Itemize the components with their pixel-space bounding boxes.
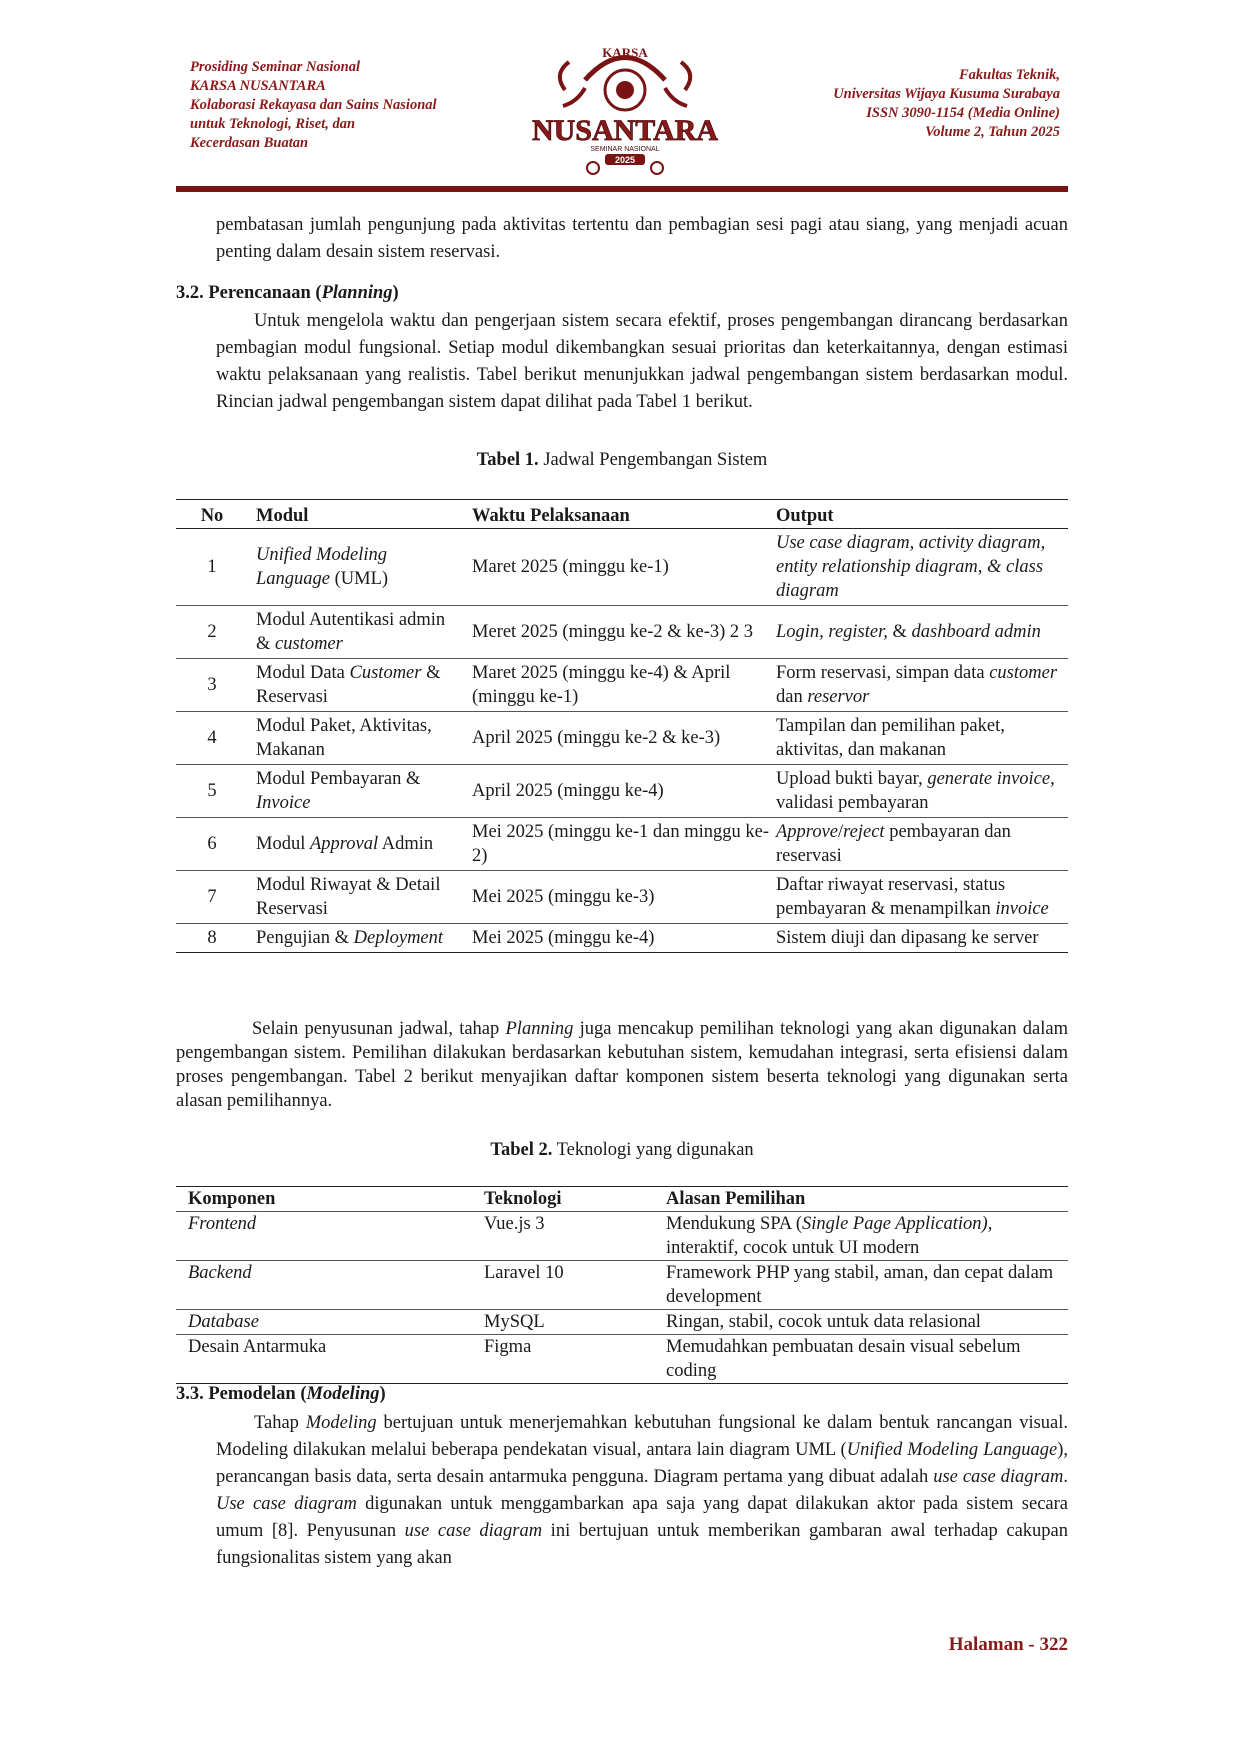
cell-komponen xyxy=(176,1261,472,1310)
cell-output xyxy=(770,818,1068,871)
cell-waktu: April 2025 (minggu ke-2 & ke-3) xyxy=(464,712,770,765)
cell-output xyxy=(770,606,1068,659)
cell-waktu: Mei 2025 (minggu ke-1 dan minggu ke-2) xyxy=(464,818,770,871)
paragraph-modeling xyxy=(216,1410,1068,1572)
text-run: Tahap xyxy=(254,1413,306,1433)
text-run: Form reservasi, simpan data xyxy=(776,663,990,683)
col-header-modul: Modul xyxy=(248,500,464,529)
cell-teknologi: Vue.js 3 xyxy=(472,1212,654,1261)
text-run: ), perancangan basis data, serta desain antarmuka pengguna. Diagram pertama yang dibuat adalah xyxy=(216,1440,1068,1487)
cell-alasan xyxy=(654,1335,1068,1384)
italic-text: Unified Modeling Language xyxy=(846,1440,1058,1460)
text-run: ini bertujuan untuk memberikan gambaran awal terhadap cakupan fungsionalitas sistem yang akan xyxy=(216,1521,1069,1568)
header-left xyxy=(190,58,520,153)
cell-komponen xyxy=(176,1335,472,1384)
text-run: juga mencakup pemilihan teknologi yang akan digunakan dalam pengembangan sistem. Pemilihan dilakukan berdasarkan kebutuhan sistem, kemudahan integrasi, serta efisiensi dalam proses pengembangan. Tabel 2 berikut menyajikan daftar komponen sistem beserta teknologi yang digunakan serta alasan pemilihannya. xyxy=(176,1019,1068,1111)
text-run: Selain penyusunan jadwal, tahap xyxy=(252,1019,506,1039)
logo-main-text: NUSANTARA xyxy=(531,114,719,147)
text-run: Ringan, stabil, cocok untuk data relasional xyxy=(666,1312,981,1332)
cell-alasan xyxy=(654,1261,1068,1310)
cell-modul xyxy=(248,871,464,924)
header-right-line: ISSN 3090-1154 (Media Online) xyxy=(866,105,1060,121)
section-italic: Planning xyxy=(321,283,393,303)
table-row xyxy=(176,1212,1068,1261)
text-run: digunakan untuk menggambarkan apa saja yang dapat dilakukan aktor pada sistem secara umum [8]. Penyusunan xyxy=(216,1494,1068,1541)
header-left-line: Kolaborasi Rekayasa dan Sains Nasional xyxy=(190,97,437,113)
text-run: Framework PHP yang stabil, aman, dan cepat dalam development xyxy=(666,1263,1054,1307)
header-left-line: untuk Teknologi, Riset, dan xyxy=(190,116,356,132)
italic-text: Invoice xyxy=(256,793,311,813)
text-run: Modul Riwayat & Detail Reservasi xyxy=(256,875,441,919)
cell-teknologi: Figma xyxy=(472,1335,654,1384)
col-header-output: Output xyxy=(770,500,1068,529)
table-header-row xyxy=(176,1187,1068,1212)
italic-text: Backend xyxy=(188,1263,252,1283)
table-row xyxy=(176,1310,1068,1335)
italic-text: invoice xyxy=(995,899,1049,919)
cell-output xyxy=(770,712,1068,765)
text-run: , validasi pembayaran xyxy=(776,769,1055,813)
cell-teknologi: Laravel 10 xyxy=(472,1261,654,1310)
italic-text: Frontend xyxy=(188,1214,257,1234)
cell-waktu: Maret 2025 (minggu ke-1) xyxy=(464,529,770,606)
cell-output xyxy=(770,924,1068,953)
text-run: Daftar riwayat reservasi, status pembayaran & menampilkan xyxy=(776,875,1006,919)
text-run: Modul Data xyxy=(256,663,350,683)
text-run: Memudahkan pembuatan desain visual sebelum coding xyxy=(666,1337,1021,1381)
section-close: ) xyxy=(392,283,399,303)
cell-teknologi: MySQL xyxy=(472,1310,654,1335)
section-number: 3.2. Perencanaan ( xyxy=(176,283,322,303)
cell-alasan xyxy=(654,1212,1068,1261)
italic-text: Use case diagram, activity diagram, entity relationship diagram, & class diagram xyxy=(776,533,1046,601)
italic-text: reservor xyxy=(807,687,870,707)
header-right-line: Universitas Wijaya Kusuma Surabaya xyxy=(833,86,1060,102)
section-close: ) xyxy=(379,1384,386,1404)
col-header-alasan: Alasan Pemilihan xyxy=(654,1187,1068,1212)
col-header-komponen: Komponen xyxy=(176,1187,472,1212)
table-row xyxy=(176,529,1068,606)
cell-no: 2 xyxy=(176,606,248,659)
header-right-line: Fakultas Teknik, xyxy=(959,67,1060,83)
text-run: Modul xyxy=(256,834,310,854)
col-header-teknologi: Teknologi xyxy=(472,1187,654,1212)
italic-text: generate invoice xyxy=(927,769,1051,789)
text-run: (UML) xyxy=(330,569,389,589)
table1-caption-label: Tabel 1. xyxy=(476,450,539,470)
schedule-table xyxy=(176,499,1068,953)
table-row xyxy=(176,1261,1068,1310)
table1-caption xyxy=(176,450,1068,471)
text-run: Admin xyxy=(378,834,434,854)
italic-text: Modeling xyxy=(305,1413,377,1433)
table1-caption-text: Jadwal Pengembangan Sistem xyxy=(538,450,768,470)
text-run: Sistem diuji dan dipasang ke server xyxy=(776,928,1039,948)
italic-text: Login, register, xyxy=(776,622,893,642)
italic-text: Single Page Application) xyxy=(802,1214,988,1234)
text-run: , interaktif, cocok untuk UI modern xyxy=(666,1214,993,1258)
cell-no: 3 xyxy=(176,659,248,712)
col-header-no: No xyxy=(176,500,248,529)
cell-waktu: Mei 2025 (minggu ke-3) xyxy=(464,871,770,924)
italic-text: reject xyxy=(843,822,885,842)
text-run: / xyxy=(838,822,844,842)
table-row xyxy=(176,659,1068,712)
header-divider xyxy=(176,186,1068,192)
section-number: 3.3. Pemodelan ( xyxy=(176,1384,307,1404)
text-run: Modul Pembayaran & xyxy=(256,769,421,789)
header-left-line: Prosiding Seminar Nasional xyxy=(190,59,361,75)
text-run: & xyxy=(892,622,912,642)
cell-no: 4 xyxy=(176,712,248,765)
table2-caption-text: Teknologi yang digunakan xyxy=(552,1140,754,1160)
cell-modul xyxy=(248,712,464,765)
paragraph-technology xyxy=(176,1017,1068,1113)
cell-output xyxy=(770,529,1068,606)
cell-no: 8 xyxy=(176,924,248,953)
paragraph-planning: Untuk mengelola waktu dan pengerjaan sistem secara efektif, proses pengembangan dirancang berdasarkan pembagian modul fungsional. Setiap modul dikembangkan sesuai prioritas dan keterkaitannya, dengan estimasi waktu pelaksanaan yang realistis. Tabel berikut menunjukkan jadwal pengembangan sistem berdasarkan modul. Rincian jadwal pengembangan sistem dapat dilihat pada Tabel 1 berikut. xyxy=(216,311,1068,412)
table2-caption-label: Tabel 2. xyxy=(490,1140,553,1160)
text-run: Desain Antarmuka xyxy=(188,1337,327,1357)
page-number: Halaman - 322 xyxy=(948,1634,1068,1655)
cell-output xyxy=(770,765,1068,818)
italic-text: Deployment xyxy=(353,928,444,948)
cell-waktu: Mei 2025 (minggu ke-4) xyxy=(464,924,770,953)
cell-modul xyxy=(248,818,464,871)
logo-year: 2025 xyxy=(614,155,636,165)
italic-text: Approval xyxy=(309,834,379,854)
text-run: Mendukung SPA ( xyxy=(666,1214,803,1234)
cell-output xyxy=(770,871,1068,924)
cell-no: 6 xyxy=(176,818,248,871)
header-right-line: Volume 2, Tahun 2025 xyxy=(925,124,1060,140)
cell-waktu: Maret 2025 (minggu ke-4) & April (minggu ke-1) xyxy=(464,659,770,712)
table-row xyxy=(176,818,1068,871)
text-run: Pengujian & xyxy=(256,928,354,948)
table-header-row xyxy=(176,500,1068,529)
italic-text: customer xyxy=(989,663,1058,683)
text-run: & Reservasi xyxy=(256,663,441,707)
text-run: bertujuan untuk menerjemahkan kebutuhan fungsional ke dalam bentuk rancangan visual. Modeling dilakukan melalui beberapa pendekatan visual, antara lain diagram UML ( xyxy=(216,1413,1069,1460)
table-row xyxy=(176,765,1068,818)
italic-text: use case diagram xyxy=(933,1467,1064,1487)
section-heading-3-2 xyxy=(176,283,399,304)
table-row xyxy=(176,924,1068,953)
header-right xyxy=(740,66,1060,142)
cell-no: 5 xyxy=(176,765,248,818)
technology-table xyxy=(176,1186,1068,1384)
cell-alasan xyxy=(654,1310,1068,1335)
italic-text: use case diagram xyxy=(404,1521,543,1541)
cell-waktu: Meret 2025 (minggu ke-2 & ke-3) 2 3 xyxy=(464,606,770,659)
cell-komponen xyxy=(176,1212,472,1261)
italic-text: Approve xyxy=(776,822,838,842)
header-left-line: Kecerdasan Buatan xyxy=(190,135,309,151)
cell-modul xyxy=(248,765,464,818)
italic-text: customer xyxy=(275,634,343,654)
italic-text: Database xyxy=(188,1312,259,1332)
table-row xyxy=(176,712,1068,765)
text-run: pembayaran dan reservasi xyxy=(776,822,1011,866)
text-run: Tampilan dan pemilihan paket, aktivitas, dan makanan xyxy=(776,716,1005,760)
italic-text: Customer xyxy=(349,663,427,683)
italic-text: Use case diagram xyxy=(216,1494,357,1514)
italic-text: dashboard admin xyxy=(911,622,1041,642)
table2-caption xyxy=(176,1140,1068,1161)
table-row xyxy=(176,606,1068,659)
header-left-line: KARSA NUSANTARA xyxy=(190,78,326,94)
italic-text: Planning xyxy=(505,1019,574,1039)
cell-modul xyxy=(248,606,464,659)
section-heading-3-3 xyxy=(176,1384,386,1405)
cell-output xyxy=(770,659,1068,712)
cell-no: 1 xyxy=(176,529,248,606)
section-italic: Modeling xyxy=(306,1384,380,1404)
table-row xyxy=(176,1335,1068,1384)
paragraph-continuation: pembatasan jumlah pengunjung pada aktivitas tertentu dan pembagian sesi pagi atau siang, yang menjadi acuan penting dalam desain sistem reservasi. xyxy=(216,215,1068,262)
text-run: . xyxy=(1063,1467,1068,1487)
logo-sub-text: SEMINAR NASIONAL xyxy=(590,146,660,153)
cell-modul xyxy=(248,924,464,953)
cell-komponen xyxy=(176,1310,472,1335)
cell-waktu: April 2025 (minggu ke-4) xyxy=(464,765,770,818)
text-run: Modul Autentikasi admin & xyxy=(256,610,446,654)
logo-top-text: KARSA xyxy=(602,45,648,60)
table-row xyxy=(176,871,1068,924)
text-run: Upload bukti bayar, xyxy=(776,769,928,789)
cell-modul xyxy=(248,659,464,712)
karsa-nusantara-logo xyxy=(531,40,719,180)
cell-no: 7 xyxy=(176,871,248,924)
text-run: Modul Paket, Aktivitas, Makanan xyxy=(256,716,432,760)
italic-text: Unified Modeling Language xyxy=(256,545,388,589)
text-run: dan xyxy=(776,687,808,707)
cell-modul xyxy=(248,529,464,606)
col-header-waktu: Waktu Pelaksanaan xyxy=(464,500,770,529)
